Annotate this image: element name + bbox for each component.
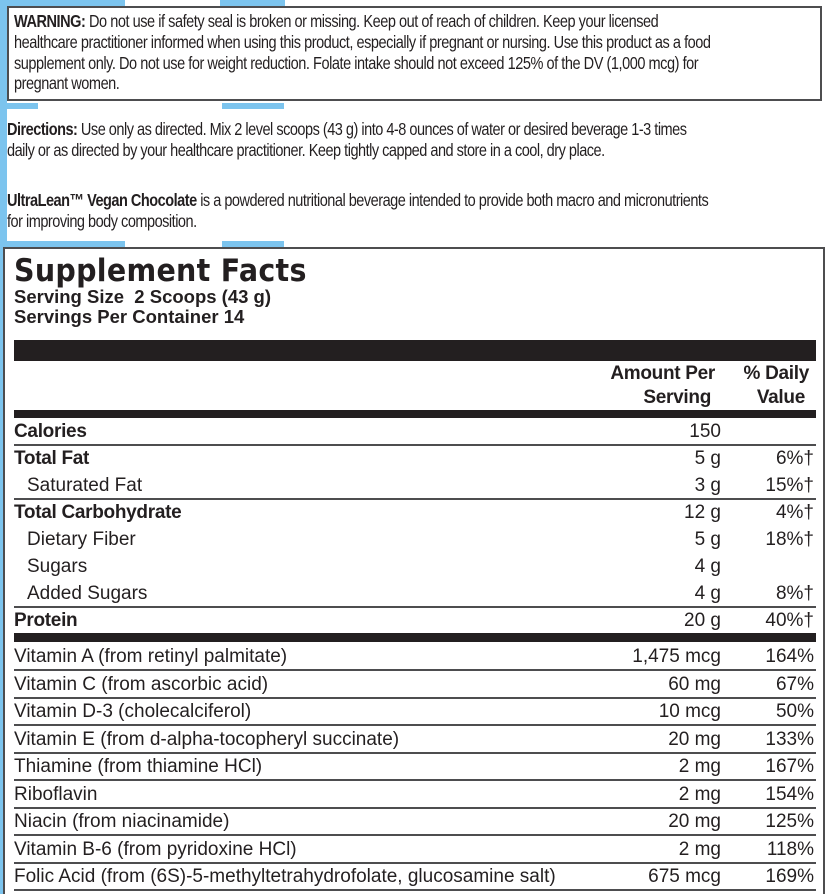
nutrient-name: Saturated Fat [27,475,143,496]
row-divider [14,889,816,891]
vitamin-amount: 2 mg [678,838,721,860]
nutrient-row [14,607,816,634]
directions-label: Directions: [7,119,78,139]
vitamin-daily-value: 167% [765,756,814,777]
vitamin-amount: 20 mg [668,728,721,750]
nutrient-name: Dietary Fiber [27,529,136,550]
serving-size: Serving Size 2 Scoops (43 g) [14,286,272,307]
vitamin-amount: 60 mg [668,673,721,695]
vitamin-daily-value: 50% [775,701,814,722]
vitamin-daily-value: 133% [765,728,814,750]
vitamin-row [14,698,816,725]
serving-info [14,287,271,327]
thick-divider [14,633,816,642]
vitamin-daily-value: 154% [765,783,814,805]
warning-box [7,6,822,101]
nutrient-amount: 12 g [684,502,721,523]
directions-line-1: Directions: Use only as directed. Mix 2 level scoops (43 g) into 4-8 ounces of water or desired beverage 1-3 times [7,119,687,139]
vitamin-amount: 2 mg [678,756,721,777]
vitamin-amount: 10 mcg [658,701,721,722]
thick-divider [14,410,816,418]
vitamin-row [14,643,816,670]
background-blue-patch [0,103,38,109]
nutrient-daily-value: 4%† [775,502,814,523]
product-description [7,190,825,232]
nutrient-row [14,499,816,526]
nutrient-row [14,445,816,472]
thick-divider [14,340,816,361]
vitamin-daily-value: 67% [775,673,814,695]
vitamin-row [14,836,816,863]
vitamin-name: Vitamin C (from ascorbic acid) [14,673,269,695]
nutrient-amount: 5 g [694,529,721,550]
nutrient-row [14,526,816,553]
vitamin-daily-value: 125% [765,811,814,832]
nutrient-daily-value: 18%† [765,529,814,550]
nutrient-name: Sugars [27,556,88,577]
amount-per-serving-header: Amount Per Serving [610,363,715,408]
nutrient-daily-value: 6%† [775,448,814,469]
nutrient-amount: 20 g [684,610,721,631]
nutrient-name: Added Sugars [27,583,148,604]
description-line-1: UltraLean™ Vegan Chocolate is a powdered nutritional beverage intended to provide both macro and micronutrients [7,190,709,210]
directions-text [7,119,825,161]
vitamin-row [14,808,816,835]
vitamin-amount: 20 mg [668,811,721,832]
nutrient-amount: 5 g [694,448,721,469]
vitamin-daily-value: 169% [765,866,814,887]
nutrient-daily-value: 8%† [775,583,814,604]
nutrient-amount: 3 g [694,475,721,496]
supplement-facts-panel [3,247,825,894]
nutrient-daily-value: 40%† [765,610,814,631]
vitamin-amount: 675 mcg [648,866,721,887]
nutrient-amount: 150 [689,421,721,442]
nutrient-name: Calories [14,421,87,442]
vitamin-row [14,863,816,890]
warning-label: WARNING: [14,11,86,31]
vitamin-row [14,781,816,808]
vitamin-name: Vitamin A (from retinyl palmitate) [14,646,288,667]
vitamin-name: Vitamin D-3 (cholecalciferol) [14,701,252,722]
warning-line-1: WARNING: Do not use if safety seal is broken or missing. Keep out of reach of children. Keep your licensed [14,11,659,31]
facts-title: Supplement Facts [14,253,307,289]
vitamin-row [14,726,816,753]
vitamin-daily-value: 164% [765,646,814,667]
nutrient-row [14,472,816,499]
nutrient-row [14,418,816,445]
vitamin-amount: 1,475 mcg [632,646,721,667]
vitamin-name: Vitamin E (from d-alpha-tocopheryl succinate) [14,728,400,750]
directions-line-2: daily or as directed by your healthcare practitioner. Keep tightly capped and store in a cool, dry place. [7,139,605,160]
nutrient-name: Total Carbohydrate [14,502,182,523]
background-blue-patch [222,103,284,109]
nutrient-amount: 4 g [694,583,721,604]
vitamin-name: Vitamin B-6 (from pyridoxine HCl) [14,838,297,860]
servings-per-container: Servings Per Container 14 [14,306,245,327]
warning-line-3: supplement only. Do not use for weight reduction. Folate intake should not exceed 125% of the DV (1,000 mcg) for [14,52,699,73]
vitamin-amount: 2 mg [678,783,721,805]
vitamin-name: Thiamine (from thiamine HCl) [14,756,263,777]
warning-line-2: healthcare practitioner informed when using this product, especially if pregnant or nursing. Use this product as a food [14,31,711,52]
nutrient-amount: 4 g [694,556,721,577]
nutrient-name: Total Fat [14,448,90,469]
vitamin-name: Riboflavin [14,783,98,805]
vitamin-row [14,753,816,780]
warning-line-4: pregnant women. [14,73,120,94]
daily-value-header: % Daily Value [743,363,809,408]
description-line-2: for improving body composition. [7,210,197,231]
vitamin-row [14,671,816,698]
nutrient-daily-value: 15%† [765,475,814,496]
product-name: UltraLean™ Vegan Chocolate [7,190,197,210]
nutrient-name: Protein [14,610,78,631]
nutrient-row [14,580,816,607]
vitamin-name: Folic Acid (from (6S)-5-methyltetrahydrofolate, glucosamine salt) [14,866,556,887]
vitamin-daily-value: 118% [766,838,814,860]
nutrient-row [14,553,816,580]
vitamin-name: Niacin (from niacinamide) [14,811,230,832]
